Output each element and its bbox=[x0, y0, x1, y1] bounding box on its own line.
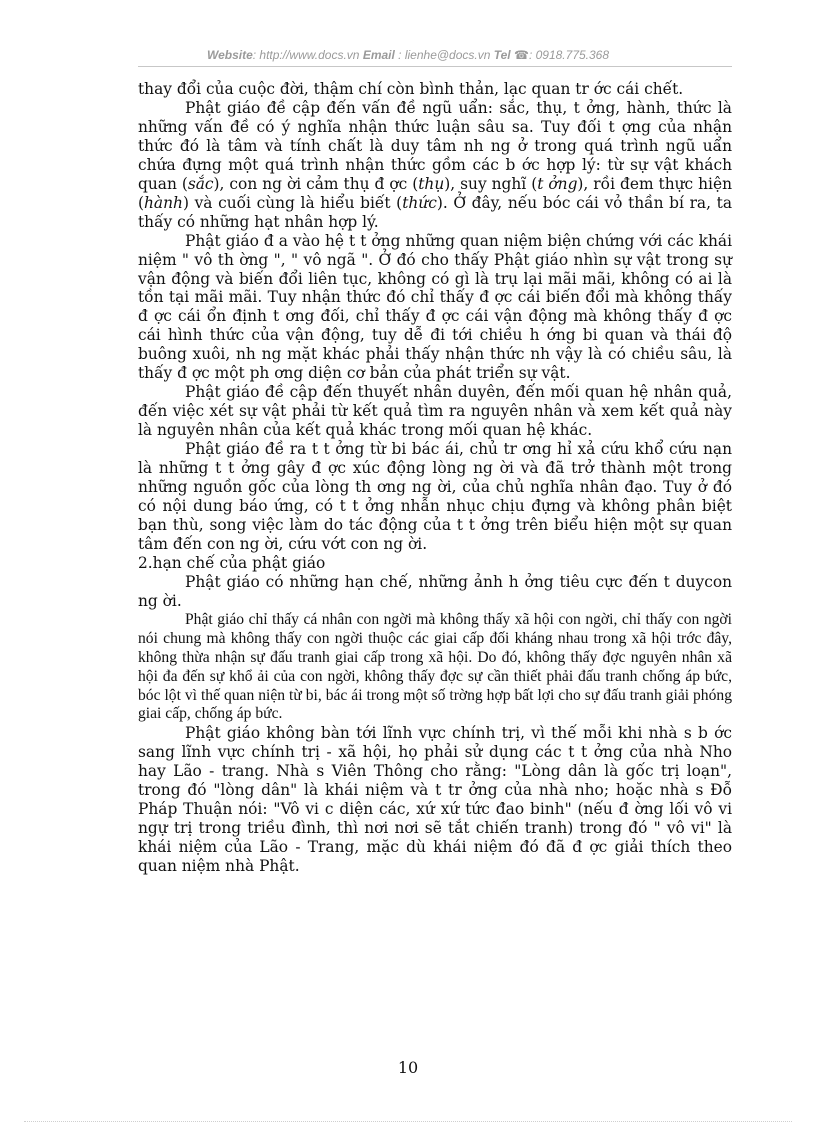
paragraph-tu-bi: Phật giáo đề ra t t ởng từ bi bác ái, chủ tr ơng hỉ xả cứu khổ cứu nạn là những t t ởng gây đ ợc xúc động lòng ng ời và đã trở thành một trong những nguồn gốc của lòng th ơng ng ời, của chủ nghĩa nhân đạo. Tuy ở đó có nội dung báo ứng, có t t ởng nhẫn nhục chịu đựng và không phân biệt bạn thù, song việc làm do tác động của t t ởng trên biểu hiện một sự quan tâm đến con ng ời, cứu vớt con ng ời. bbox=[138, 440, 732, 553]
paragraph-ca-nhan: Phật giáo chỉ thấy cá nhân con ngời mà không thấy xã hội con ngời, chỉ thấy con ngời nói chung mà không thấy con ngời thuộc các giai cấp đối kháng nhau trong xã hội trớc đây, không thừa nhận sự đấu tranh giai cấp trong xã hội. Do đó, không thấy đợc nguyên nhân xã hội đa đến sự khổ ải của con ngời, không thấy đợc sự cần thiết phải đấu tranh chống áp bức, bóc lột vì thế quan niện từ bi, bác ái trong một số trờng hợp bất lợi cho sự đấu tranh giải phóng giai cấp, chống áp bức. bbox=[138, 610, 732, 723]
email-value: : lienhe@docs.vn bbox=[398, 48, 491, 62]
paragraph-han-che: Phật giáo có những hạn chế, những ảnh h ởng tiêu cực đến t duycon ng ời. bbox=[138, 572, 732, 610]
tel-label: Tel bbox=[493, 48, 511, 62]
website-label: Website bbox=[206, 48, 253, 62]
header-divider bbox=[138, 66, 732, 67]
paragraph-nhan-duyen: Phật giáo đề cập đến thuyết nhân duyên, đến mối quan hệ nhân quả, đến việc xét sự vật phải từ kết quả tìm ra nguyên nhân và xem kết quả này là nguyên nhân của kết quả khác trong mối quan hệ khác. bbox=[138, 383, 732, 440]
section-heading: 2.hạn chế của phật giáo bbox=[138, 553, 326, 572]
email-label: Email bbox=[362, 48, 395, 62]
website-value: : http://www.docs.vn bbox=[252, 48, 360, 62]
paragraph-chinh-tri: Phật giáo không bàn tới lĩnh vực chính trị, vì thế mỗi khi nhà s b ớc sang lĩnh vực chính trị - xã hội, họ phải sử dụng các t t ởng của nhà Nho hay Lão - trang. Nhà s Viên Thông cho rằng: "Lòng dân là gốc trị loạn", trong đó "lòng dân" là khái niệm và t tr ởng của nhà nho; hoặc nhà s Đỗ Pháp Thuận nói: "Vô vi c diện các, xứ xứ tức đao binh" (nếu đ ờng lối vô vi ngự trị trong triều đình, thì nơi nơi sẽ tắt chiến tranh) trong đó " vô vi" là khái niệm của Lão - Trang, mặc dù khái niệm đó đã đ ợc giải thích theo quan niệm nhà Phật. bbox=[138, 724, 732, 876]
page-number: 10 bbox=[397, 1058, 419, 1077]
paragraph-bien-chung: Phật giáo đ a vào hệ t t ởng những quan niệm biện chứng với các khái niệm " vô th ờng ", " vô ngã ". Ở đó cho thấy Phật giáo nhìn sự vật trong sự vận động và biến đổi liên tục, không có gì là trụ lại mãi mãi, không có ai là tồn tại mãi mãi. Tuy nhận thức đó chỉ thấy đ ợc cái biến đổi mà không thấy đ ợc cái ổn định t ơng đối, chỉ thấy đ ợc cái vận động mà không thấy đ ợc cái hình thức của vận động, tuy dễ đi tới chiều h ớng bi quan và thái độ buông xuôi, nh ng mặt khác phải thấy nhận thức nh vậy là có chiều sâu, là thấy đ ợc một ph ơng diện cơ bản của phát triển sự vật. bbox=[138, 231, 732, 383]
document-body bbox=[138, 80, 732, 876]
paragraph-ngu-uan: Phật giáo đề cập đến vấn đề ngũ uẩn: sắc, thụ, t ởng, hành, thức là những vấn đề có ý nghĩa nhận thức luận sâu sa. Tuy đối t ợng của nhận thức đó là tâm và tính chất là duy tâm nh ng ở trong quá trình ngũ uẩn chứa đựng một quá trình nhận thức gồm các b ớc hợp lý: từ sự vật khách quan (sắc), con ng ời cảm thụ đ ợc (thụ), suy nghĩ (t ởng), rồi đem thực hiện (hành) và cuối cùng là hiểu biết (thức). Ở đây, nếu bóc cái vỏ thần bí ra, ta thấy có những hạt nhân hợp lý. bbox=[138, 98, 732, 231]
paragraph-continuation: thay đổi của cuộc đời, thậm chí còn bình thản, lạc quan tr ớc cái chết. bbox=[138, 80, 684, 98]
footer-divider bbox=[24, 1121, 792, 1122]
page-header bbox=[0, 48, 816, 62]
tel-value: ☎: 0918.775.368 bbox=[514, 48, 610, 62]
